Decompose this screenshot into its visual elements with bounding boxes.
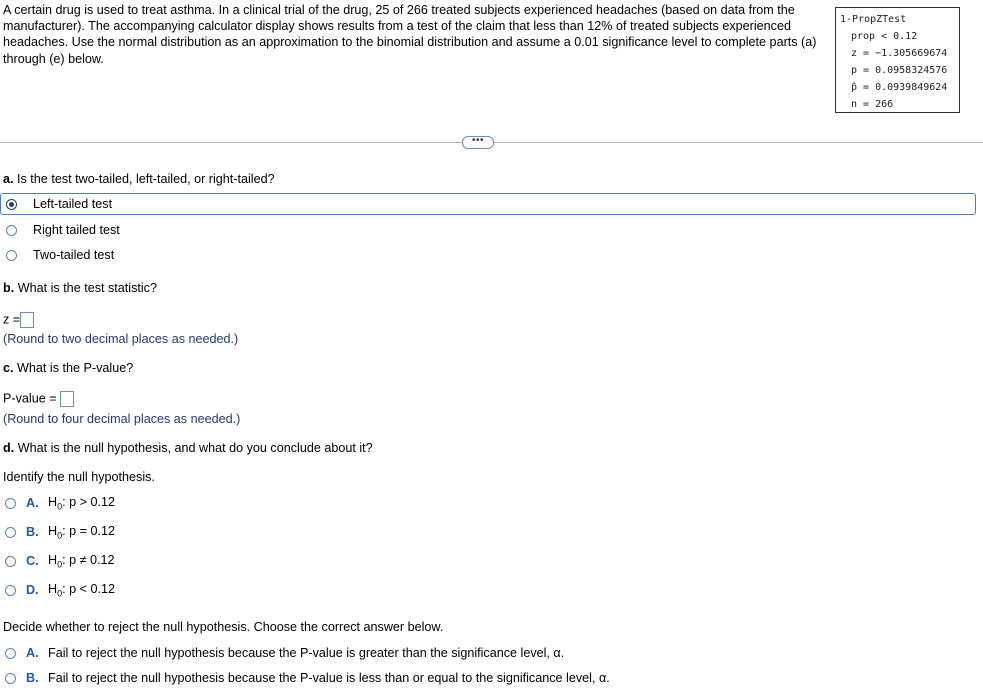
hint-c: (Round to four decimal places as needed.) [3, 412, 241, 426]
hypothesis-text: $H_0$: p < 0.12 [48, 581, 115, 599]
radio-icon[interactable] [6, 250, 17, 261]
hint-b: (Round to two decimal places as needed.) [3, 332, 239, 346]
option-label: Left-tailed test [33, 197, 113, 211]
calc-line: prop < 0.12 [851, 31, 918, 42]
radio-icon[interactable] [5, 556, 16, 567]
question-text: Is the test two-tailed, left-tailed, or right-tailed? [13, 172, 275, 186]
pvalue-answer-input[interactable] [60, 391, 74, 407]
question-letter: a. [3, 172, 14, 186]
question-b [3, 281, 157, 295]
hypothesis-option-b[interactable] [0, 521, 980, 543]
z-answer-input[interactable] [20, 312, 34, 328]
hypothesis-option-a[interactable] [0, 492, 980, 514]
radio-icon[interactable] [5, 585, 16, 596]
hypothesis-text: $H_0$: p ≠ 0.12 [48, 552, 115, 570]
question-letter: b. [3, 281, 15, 295]
conclusion-option-a[interactable] [0, 642, 980, 664]
question-c [3, 361, 133, 375]
hypothesis-text: $H_0$: p = 0.12 [48, 523, 115, 541]
question-letter: d. [3, 441, 15, 455]
option-letter: A. [26, 646, 39, 660]
radio-icon[interactable] [6, 225, 17, 236]
option-two-tailed[interactable] [0, 244, 980, 266]
conclusion-option-b[interactable] [0, 667, 980, 689]
problem-statement: A certain drug is used to treat asthma. In a clinical trial of the drug, 25 of 266 treated subjects experienced headaches (based on data from the manufacturer). The accompanying calculator display shows results from a test of the claim that less than 12% of treated subjects experienced headaches. Use the normal distribution as an approximation to the binomial distribution and assume a 0.01 significance level to complete parts (a) through (e) below. [3, 3, 817, 66]
question-text: What is the test statistic? [14, 281, 157, 295]
calc-line: n = 266 [851, 99, 894, 110]
calc-line: p̂ = 0.0939849624 [851, 82, 948, 93]
question-letter: c. [3, 361, 14, 375]
question-a [3, 172, 275, 186]
calc-line: z = −1.305669674 [851, 48, 948, 59]
option-letter: D. [26, 583, 39, 597]
option-letter: C. [26, 554, 39, 568]
hypothesis-option-c[interactable] [0, 550, 980, 572]
expand-more-button[interactable]: ••• [462, 136, 494, 149]
pvalue-answer-row [3, 391, 74, 407]
radio-selected-icon[interactable] [6, 199, 17, 210]
identify-label: Identify the null hypothesis. [3, 470, 155, 484]
radio-icon[interactable] [5, 673, 16, 684]
pvalue-label: P-value = [3, 391, 57, 406]
calc-line: p = 0.0958324576 [851, 65, 948, 76]
decide-label: Decide whether to reject the null hypothesis. Choose the correct answer below. [3, 620, 444, 634]
option-label: Right tailed test [33, 223, 120, 237]
option-right-tailed[interactable] [0, 219, 980, 241]
radio-icon[interactable] [5, 527, 16, 538]
hypothesis-option-d[interactable] [0, 579, 980, 601]
calculator-display [835, 7, 960, 113]
option-left-tailed[interactable] [0, 193, 976, 215]
radio-icon[interactable] [5, 498, 16, 509]
conclusion-text: Fail to reject the null hypothesis because the P-value is less than or equal to the significance level, α. [48, 671, 610, 685]
hypothesis-text: $H_0$: p > 0.12 [48, 494, 115, 512]
z-label: z = [3, 312, 21, 327]
option-letter: B. [26, 525, 39, 539]
conclusion-text: Fail to reject the null hypothesis because the P-value is greater than the significance level, α. [48, 646, 565, 660]
option-letter: B. [26, 671, 39, 685]
calc-title: 1-PropZTest [840, 14, 907, 25]
radio-icon[interactable] [5, 648, 16, 659]
option-letter: A. [26, 496, 39, 510]
question-text: What is the P-value? [13, 361, 134, 375]
option-label: Two-tailed test [33, 248, 115, 262]
question-text: What is the null hypothesis, and what do you conclude about it? [14, 441, 373, 455]
question-d [3, 441, 373, 455]
z-answer-row [3, 312, 34, 328]
